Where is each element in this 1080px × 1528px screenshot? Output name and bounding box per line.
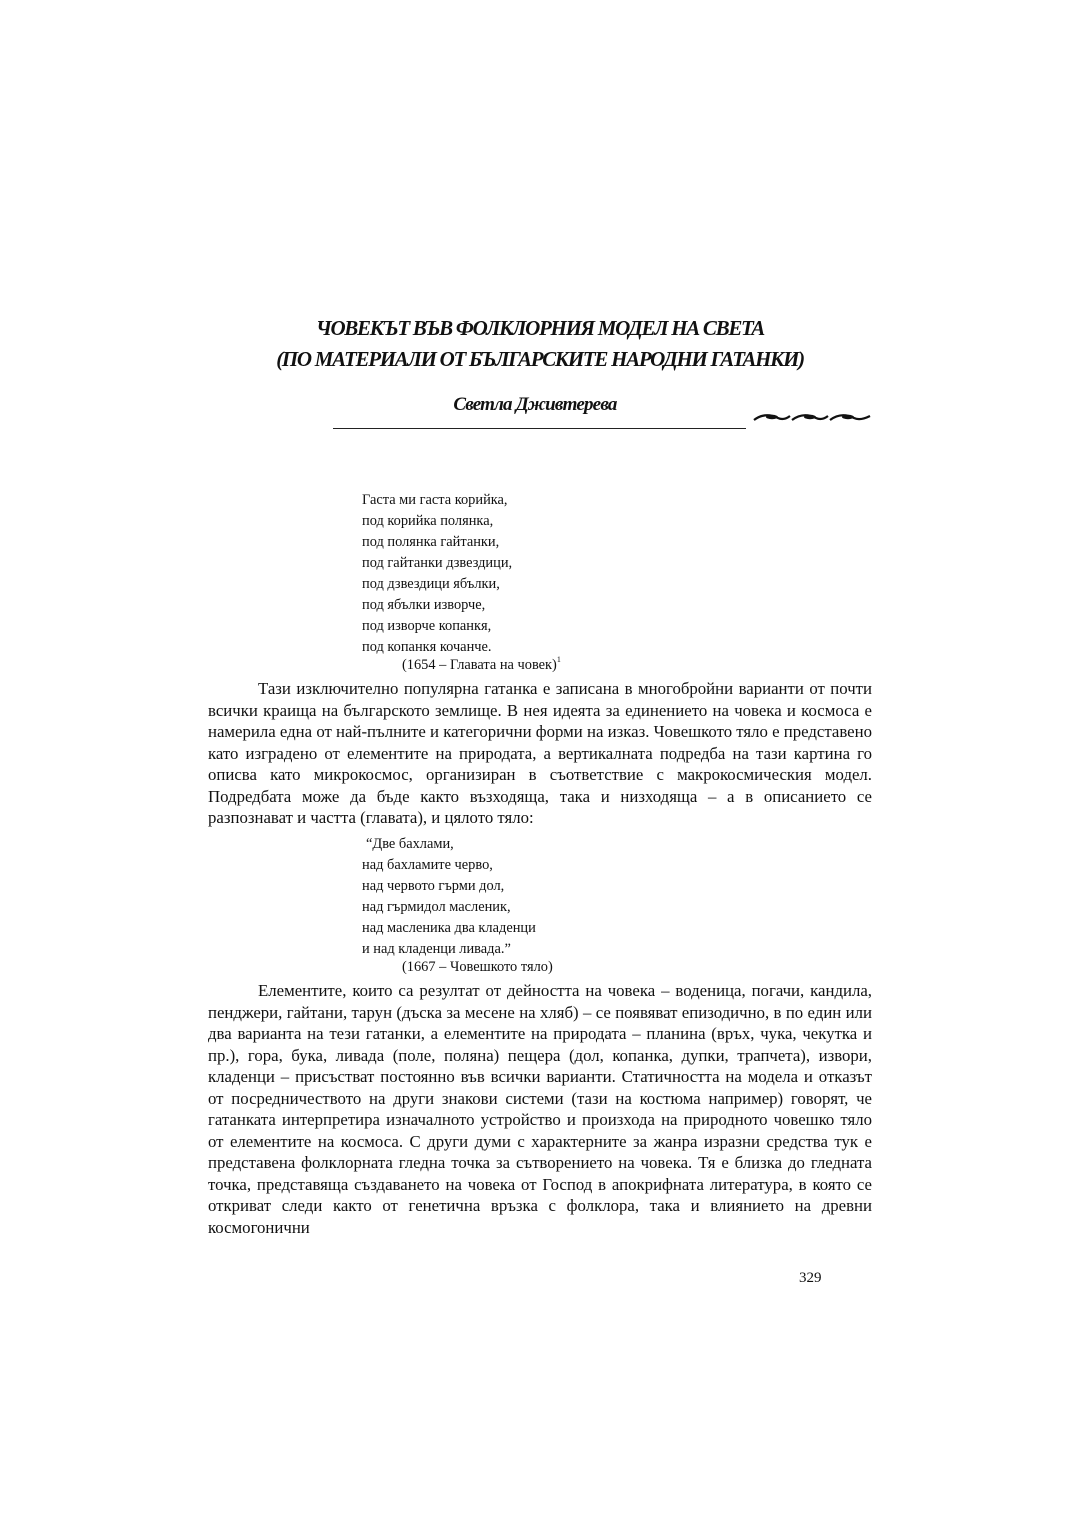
verse-line: под гайтанки дзвездици,	[362, 555, 513, 571]
riddle-2-citation: (1667 – Човешкото тяло)	[402, 959, 553, 975]
verse-line: и над кладенци ливада.”	[362, 941, 511, 957]
riddle-2-verse	[362, 834, 536, 960]
author-name: Светла Дживтерева	[453, 394, 617, 415]
verse-line: над бахламите черво,	[362, 857, 493, 873]
verse-line: над масленика два кладенци	[362, 920, 536, 936]
verse-line: Гаста ми гаста корийка,	[362, 492, 508, 508]
riddle-1-citation	[402, 657, 561, 674]
verse-line: под копанкя кочанче.	[362, 639, 492, 655]
verse-line: под полянка гайтанки,	[362, 534, 500, 550]
riddle-1-verse	[362, 490, 512, 658]
body-paragraph-1	[208, 678, 872, 829]
verse-line: под дзвездици ябълки,	[362, 576, 500, 592]
title-line-1: ЧОВЕКЪТ ВЪВ ФОЛКЛОРНИЯ МОДЕЛ НА СВЕТА	[316, 316, 764, 340]
citation-text: (1654 – Главата на човек)	[402, 657, 557, 673]
verse-line: под изворче копанкя,	[362, 618, 492, 634]
body-paragraph-2	[208, 980, 872, 1238]
page-number: 329	[799, 1270, 822, 1286]
title-line-2: (ПО МАТЕРИАЛИ ОТ БЪЛГАРСКИТЕ НАРОДНИ ГАТАНКИ)	[276, 347, 804, 371]
verse-line: под корийка полянка,	[362, 513, 494, 529]
verse-line: “Две бахлами,	[366, 836, 454, 852]
verse-line: над червото гърми дол,	[362, 878, 505, 894]
paragraph-text: Елементите, които са резултат от дейността на човека – воденица, погачи, кандила, пенджери, гайтани, тарун (дъска за месене на хляб) – се появяват епизодично, в по един или два варианта на тези гатанки, а елементите на природата – планина (връх, чука, чекутка и пр.), гора, бука, ливада (поле, поляна) пещера (дол, копанка, дупки, трапчета), извори, кладенци – присъстват постоянно във всички варианти. Статичността на модела и отказът от посредничеството на други знакови системи (тази на костюма например) говорят, че гатанката интерпретира изначалното устройство и произхода на природното човешко тяло от елементите на космоса. С други думи с характерните за жанра изразни средства тук е представена фолклорната гледна точка за сътворението на човека. Тя е близка до гледната точка, представяща създаването на човека от Господ в апокрифната литература, в която се откриват следи както от генетична връзка с фолклора, така и влиянието на древни космогонични	[208, 981, 872, 1237]
flourish-ornament-icon	[752, 410, 872, 426]
author-rule	[333, 428, 746, 429]
paragraph-text: Тази изключително популярна гатанка е записана в многобройни варианти от почти всички краища на българското землище. В нея идеята за единението на човека и космоса е намерила една от най-пълните и категорични форми на изказ. Човешкото тяло е представено като изградено от елементите на природата, а вертикалната подредба на тази картина го описва като микрокосмос, организиран в съответствие с макрокосмическия модел. Подредбата може да бъде както възходяща, така и низходяща – а в описанието се разпознават и частта (главата), и цялото тяло:	[208, 679, 872, 827]
footnote-marker[interactable]: 1	[556, 655, 561, 664]
article-title	[150, 313, 930, 375]
verse-line: под ябълки изворче,	[362, 597, 486, 613]
verse-line: над гърмидол масленик,	[362, 899, 511, 915]
